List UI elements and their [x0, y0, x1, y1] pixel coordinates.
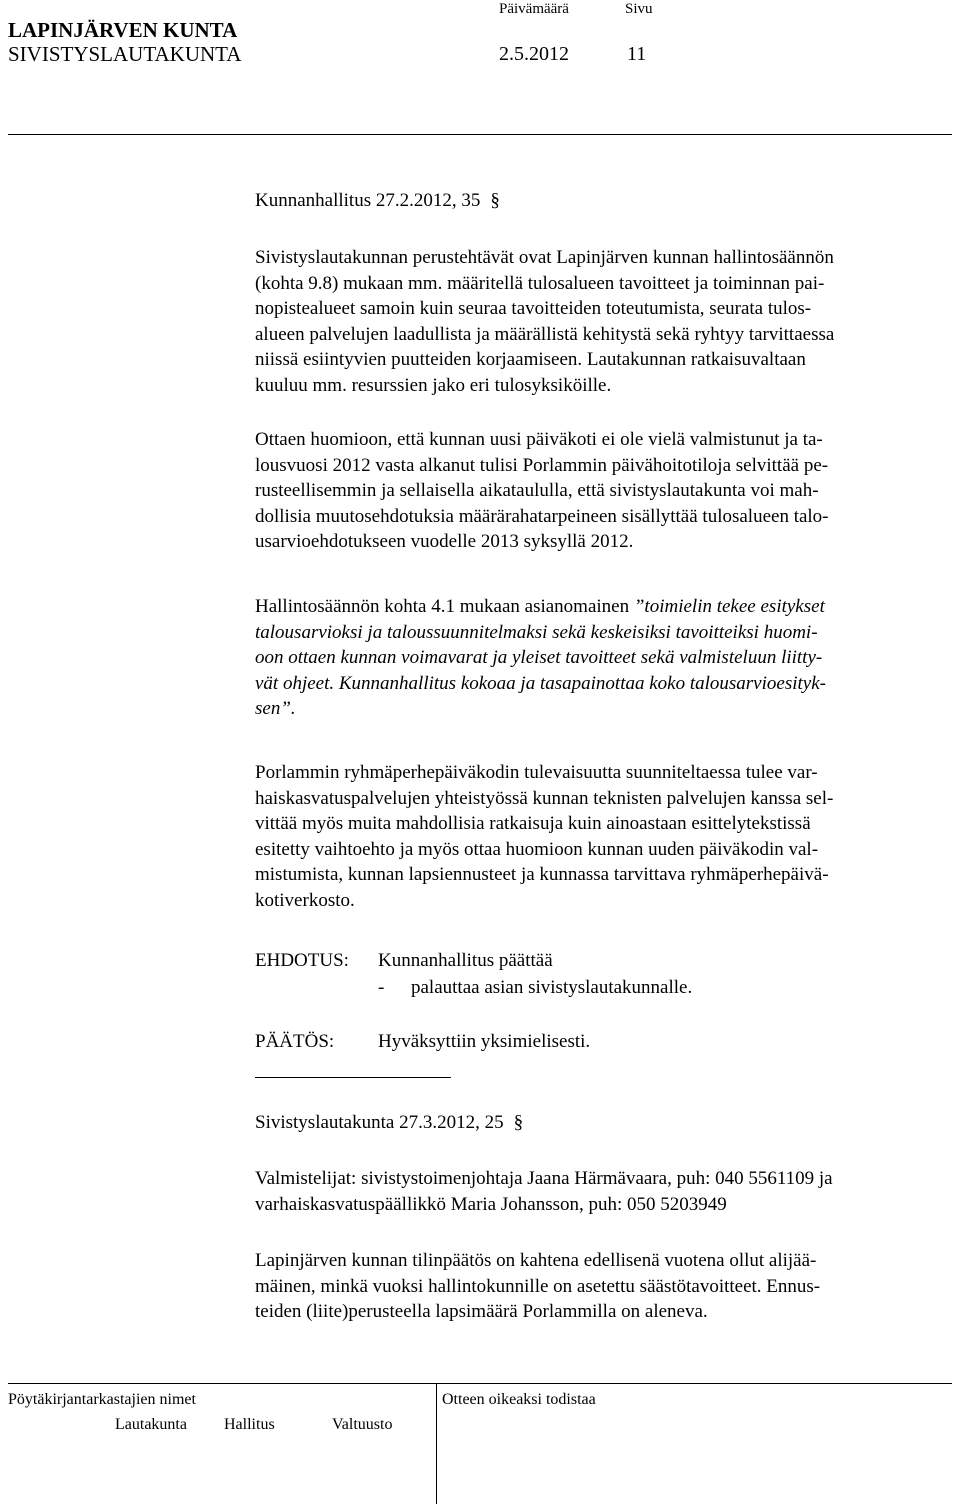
text-line: Lapinjärven kunnan tilinpäätös on kahtena edellisenä vuotena ollut alijää-: [255, 1250, 817, 1271]
proposal-item: palauttaa asian sivistyslautakunnalle.: [411, 977, 693, 998]
certified-copy-label: Otteen oikeaksi todistaa: [442, 1391, 596, 1408]
paragraph-preparers: [255, 1166, 960, 1217]
text-line: niissä esiintyvien puutteiden korjaamiseen. Lautakunnan ratkaisuvaltaan: [255, 349, 806, 370]
text-line: haiskasvatuspalvelujen yhteistyössä kunnan teknisten palvelujen kanssa sel-: [255, 787, 834, 809]
text-line: mäinen, minkä vuoksi hallintokunnille on asetettu säästötavoitteet. Ennus-: [255, 1275, 821, 1297]
text-line: sen”.: [255, 698, 296, 719]
department-name: SIVISTYSLAUTAKUNTA: [8, 42, 242, 66]
text-line: kotiverkosto.: [255, 889, 355, 911]
paragraph-daycare: [255, 427, 960, 555]
text-line: lousvuosi 2012 vasta alkanut tulisi Porlammin päivähoitotiloja selvittää pe-: [255, 454, 829, 476]
rule-lead-text: Hallintosäännön kohta 4.1 mukaan asianomainen: [255, 596, 634, 617]
text-line: Sivistyslautakunnan perustehtävät ovat Lapinjärven kunnan hallintosäännön: [255, 247, 834, 268]
text-line: usarvioehdotukseen vuodelle 2013 syksyllä 2012.: [255, 531, 634, 552]
text-line: esitetty vaihtoehto ja myös ottaa huomioon kunnan uuden päiväkodin val-: [255, 838, 819, 860]
page-number: 11: [627, 43, 647, 65]
proposal-dash: -: [378, 977, 385, 998]
paragraph-administrative-rule: [255, 594, 960, 722]
document-date: 2.5.2012: [499, 43, 569, 65]
footer-col-lautakunta: Lautakunta: [115, 1416, 187, 1433]
reference-text: Sivistyslautakunta 27.3.2012, 25: [255, 1112, 504, 1133]
text-line: [255, 594, 960, 620]
text-line: (kohta 9.8) mukaan mm. määritellä tulosalueen tavoitteet ja toiminnan pai-: [255, 272, 825, 294]
text-line: vät ohjeet. Kunnanhallitus kokoaa ja tasapainottaa koko talousarvioesityk-: [255, 672, 826, 694]
text-line: alueen palvelujen laadullista ja määrällistä kehitystä sekä ryhtyy tarvittaessa: [255, 323, 835, 345]
minutes-checkers-label: Pöytäkirjantarkastajien nimet: [8, 1391, 196, 1408]
section-sign-icon: §: [513, 1112, 524, 1133]
proposal-text: Kunnanhallitus päättää: [378, 950, 553, 971]
text-line: teiden (liite)perusteella lapsimäärä Porlammilla on aleneva.: [255, 1301, 708, 1322]
proposal-label: EHDOTUS:: [255, 950, 349, 971]
text-line: dollisia muutosehdotuksia määrärahatarpeineen sisällyttää tulosalueen talo-: [255, 505, 829, 527]
reference-text: Kunnanhallitus 27.2.2012, 35: [255, 190, 481, 211]
text-line: kuuluu mm. resurssien jako eri tulosyksiköille.: [255, 374, 612, 396]
paragraph-duties: [255, 245, 960, 398]
text-line: vittää myös muita mahdollisia ratkaisuja kuin ainoastaan esittelytekstissä: [255, 813, 811, 834]
text-line: talousarvioksi ja taloussuunnitelmaksi sekä keskeisiksi tavoitteiksi huomi-: [255, 621, 818, 643]
footer-rule: [8, 1383, 952, 1384]
text-line: varhaiskasvatuspäällikkö Maria Johansson, puh: 050 5203949: [255, 1193, 727, 1215]
text-line: mistumista, kunnan lapsiennusteet ja kunnassa tarvittava ryhmäperhepäivä-: [255, 864, 829, 885]
text-line: Valmistelijat: sivistystoimenjohtaja Jaana Härmävaara, puh: 040 5561109 ja: [255, 1168, 833, 1189]
text-line: rusteellisemmin ja sellaisella aikataululla, että sivistyslautakunta voi mah-: [255, 480, 819, 501]
footer-col-valtuusto: Valtuusto: [332, 1416, 393, 1433]
text-line: oon ottaen kunnan voimavarat ja yleiset tavoitteet sekä valmisteluun liitty-: [255, 647, 823, 668]
page-label: Sivu: [625, 1, 653, 17]
footer-divider: [436, 1384, 437, 1504]
decision-label: PÄÄTÖS:: [255, 1031, 335, 1052]
section-sign-icon: §: [490, 190, 500, 211]
separator-line: [255, 1077, 451, 1078]
reference-committee-meeting: [255, 1111, 523, 1135]
paragraph-group-daycare: [255, 760, 960, 913]
reference-board-meeting: [255, 189, 500, 213]
footer-col-hallitus: Hallitus: [224, 1416, 275, 1433]
header-rule: [8, 134, 952, 135]
rule-quote-start: ”toimielin tekee esitykset: [633, 596, 825, 617]
paragraph-financial-statement: [255, 1248, 960, 1325]
date-label: Päivämäärä: [499, 1, 569, 17]
text-line: Porlammin ryhmäperhepäiväkodin tulevaisuutta suunniteltaessa tulee var-: [255, 762, 818, 783]
text-line: Ottaen huomioon, että kunnan uusi päiväkoti ei ole vielä valmistunut ja ta-: [255, 429, 823, 450]
text-line: nopistealueet samoin kuin seuraa tavoitteiden toteutumista, seurata tulos-: [255, 298, 812, 319]
organization-name: LAPINJÄRVEN KUNTA: [8, 18, 238, 42]
decision-text: Hyväksyttiin yksimielisesti.: [378, 1031, 591, 1052]
